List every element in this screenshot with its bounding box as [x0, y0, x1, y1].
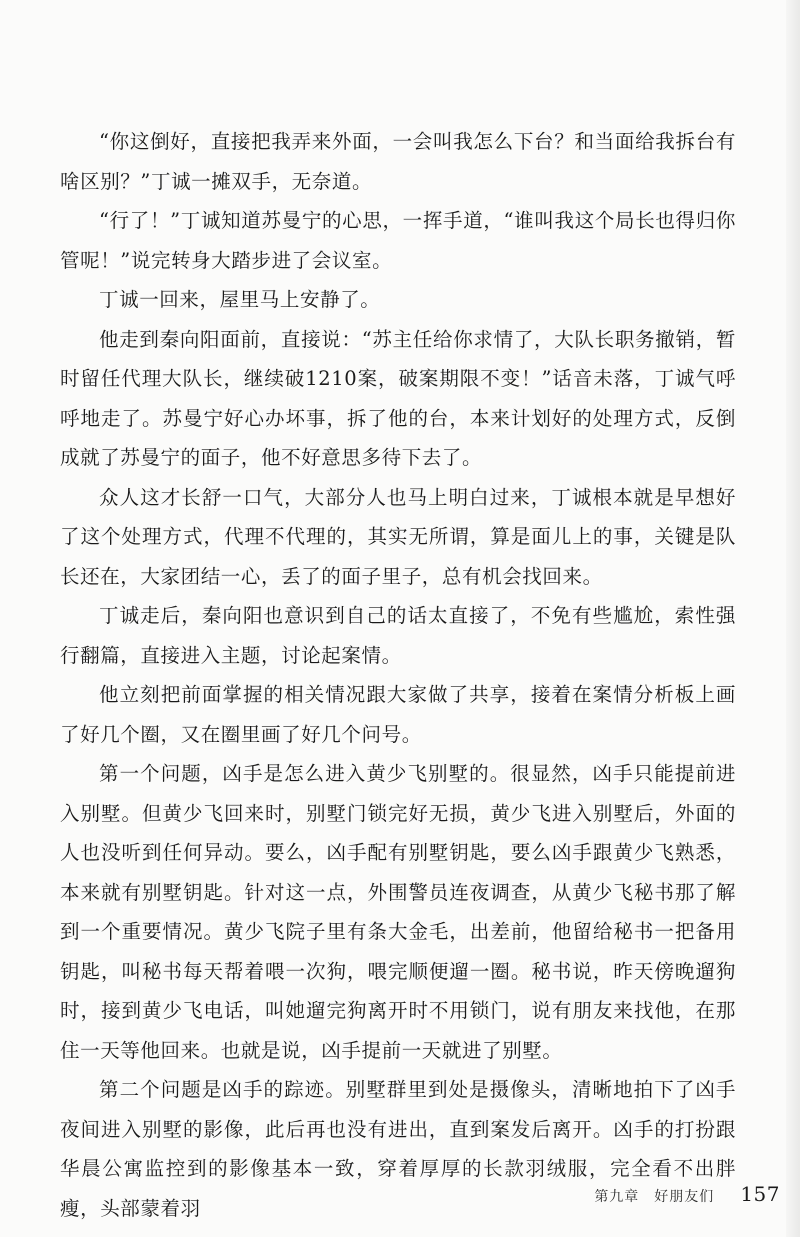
running-head: 第九章 好朋友们	[594, 1189, 715, 1205]
paragraph: 他走到秦向阳面前，直接说：“苏主任给你求情了，大队长职务撤销，暂时留任代理大队长，继续破1210案，破案期限不变！”话音未落，丁诚气呼呼地走了。苏曼宁好心办坏事，拆了他的台，本来计划好的处理方式，反倒成就了苏曼宁的面子，他不好意思多待下去了。	[60, 327, 736, 469]
paragraph: 他立刻把前面掌握的相关情况跟大家做了共享，接着在案情分析板上画了好几个圈，又在圈里画了好几个问号。	[60, 683, 736, 746]
page-footer	[594, 1182, 780, 1212]
page-number: 157	[740, 1182, 780, 1206]
paragraph: 丁诚一回来，屋里马上安静了。	[99, 288, 381, 311]
paragraph: 丁诚走后，秦向阳也意识到自己的话太直接了，不免有些尴尬，索性强行翻篇，直接进入主题，讨论起案情。	[60, 604, 736, 667]
scan-edge	[786, 0, 800, 1237]
body-text	[60, 122, 736, 1228]
paragraph: 第一个问题，凶手是怎么进入黄少飞别墅的。很显然，凶手只能提前进入别墅。但黄少飞回来时，别墅门锁完好无损，黄少飞进入别墅后，外面的人也没听到任何异动。要么，凶手配有别墅钥匙，要么凶手跟黄少飞熟悉，本来就有别墅钥匙。针对这一点，外围警员连夜调查，从黄少飞秘书那了解到一个重要情况。黄少飞院子里有条大金毛，出差前，他留给秘书一把备用钥匙，叫秘书每天帮着喂一次狗，喂完顺便遛一圈。秘书说，昨天傍晚遛狗时，接到黄少飞电话，叫她遛完狗离开时不用锁门，说有朋友来找他，在那住一天等他回来。也就是说，凶手提前一天就进了别墅。	[60, 762, 736, 1062]
paragraph: 第二个问题是凶手的踪迹。别墅群里到处是摄像头，清晰地拍下了凶手夜间进入别墅的影像，此后再也没有进出，直到案发后离开。凶手的打扮跟华晨公寓监控到的影像基本一致，穿着厚厚的长款羽绒服，完全看不出胖瘦，头部蒙着羽	[60, 1078, 736, 1220]
paragraph: 众人这才长舒一口气，大部分人也马上明白过来，丁诚根本就是早想好了这个处理方式，代理不代理的，其实无所谓，算是面儿上的事，关键是队长还在，大家团结一心，丢了的面子里子，总有机会找回来。	[60, 485, 736, 588]
paragraph: “行了！”丁诚知道苏曼宁的心思，一挥手道，“谁叫我这个局长也得归你管呢！”说完转身大踏步进了会议室。	[60, 209, 736, 272]
paragraph: “你这倒好，直接把我弄来外面，一会叫我怎么下台？和当面给我拆台有啥区别？”丁诚一摊双手，无奈道。	[60, 130, 736, 193]
